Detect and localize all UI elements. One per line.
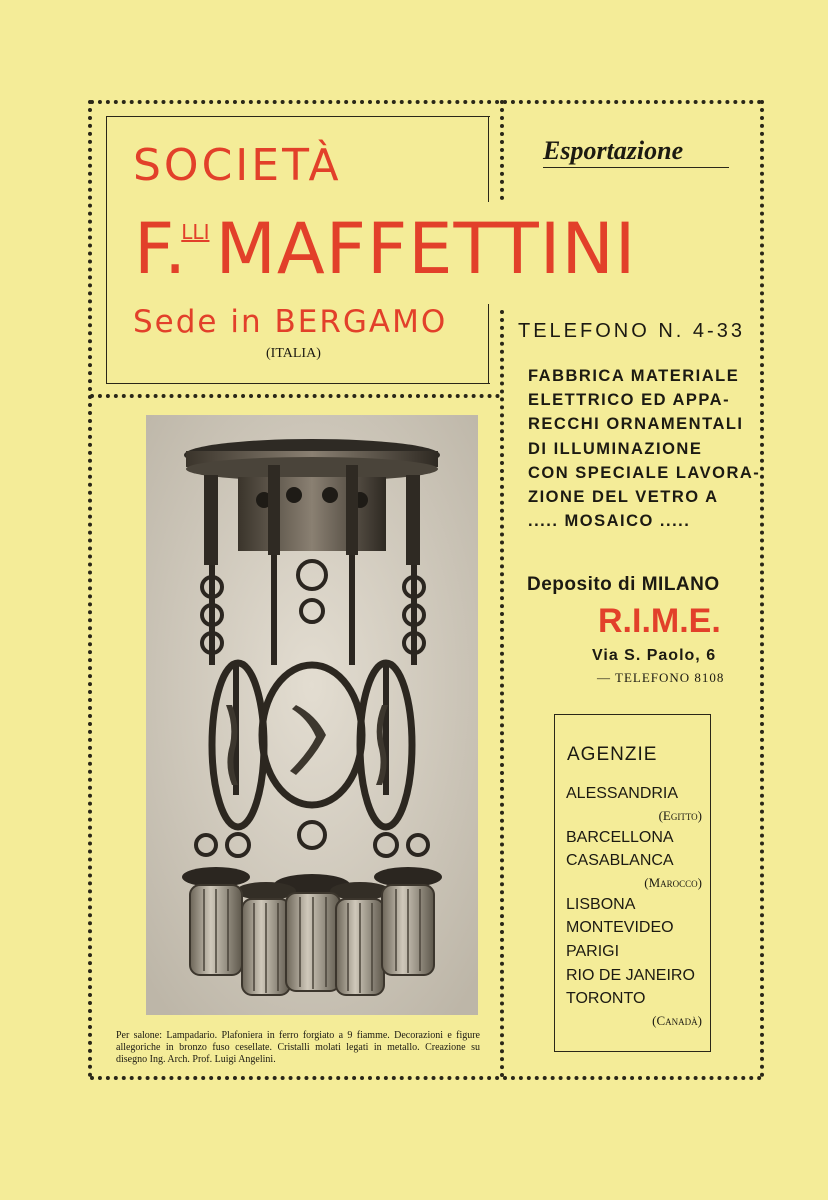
chandelier-illustration bbox=[146, 415, 478, 1015]
brand-prefix: F. bbox=[134, 208, 188, 290]
agency-city: MONTEVIDEO bbox=[566, 919, 674, 937]
agencies-box-left bbox=[554, 714, 555, 1052]
agency-note: (Marocco) bbox=[644, 874, 702, 890]
sede-label: Sede in BERGAMO bbox=[133, 304, 448, 340]
telephone-label: TELEFONO N. 4-33 bbox=[518, 320, 745, 342]
description-line: FABBRICA MATERIALE bbox=[528, 367, 740, 385]
country-label: (ITALIA) bbox=[266, 346, 321, 361]
description-line: CON SPECIALE LAVORA- bbox=[528, 463, 761, 482]
depot-name: R.I.M.E. bbox=[598, 602, 721, 640]
description-line: ELETTRICO ED APPA- bbox=[528, 391, 731, 410]
agencies-box-right bbox=[710, 714, 711, 1052]
title-box-left bbox=[106, 116, 107, 384]
title-box-right-upper bbox=[488, 116, 489, 202]
description-line: ..... MOSAICO ..... bbox=[528, 512, 691, 531]
title-box-right-lower bbox=[488, 304, 489, 384]
depot-heading: Deposito di MILANO bbox=[527, 574, 720, 595]
frame-bottom-border bbox=[90, 1076, 762, 1080]
frame-top-border bbox=[90, 100, 762, 104]
societa-label: SOCIETÀ bbox=[133, 140, 342, 191]
description-line: ZIONE DEL VETRO A bbox=[528, 488, 719, 507]
agency-city: CASABLANCA bbox=[566, 852, 674, 870]
agency-city: LISBONA bbox=[566, 895, 636, 913]
agency-city: TORONTO bbox=[566, 990, 646, 1008]
agency-city: ALESSANDRIA bbox=[566, 785, 679, 802]
agency-city: PARIGI bbox=[566, 942, 620, 960]
depot-address: Via S. Paolo, 6 bbox=[592, 647, 717, 664]
header-divider bbox=[500, 100, 504, 200]
frame-right-border bbox=[760, 100, 764, 1078]
agency-city: BARCELLONA bbox=[566, 828, 674, 846]
depot-telephone: — TELEFONO 8108 bbox=[597, 670, 725, 685]
chandelier-photo bbox=[146, 415, 478, 1015]
agencies-box-bottom bbox=[554, 1051, 711, 1052]
title-box-bottom bbox=[106, 383, 490, 384]
brand-title bbox=[134, 208, 637, 290]
agency-note: (Canadà) bbox=[652, 1012, 702, 1028]
export-label: Esportazione bbox=[543, 136, 684, 165]
brand-name: MAFFETTINI bbox=[215, 208, 637, 290]
frame-left-border bbox=[88, 100, 92, 1078]
brand-superscript: LLI bbox=[181, 220, 210, 244]
description-block bbox=[528, 364, 761, 533]
column-divider bbox=[500, 310, 504, 1078]
agency-list bbox=[566, 782, 702, 1031]
agencies-box-top bbox=[554, 714, 710, 715]
export-underline bbox=[543, 167, 729, 168]
agency-city: RIO DE JANEIRO bbox=[566, 966, 695, 984]
agencies-heading: AGENZIE bbox=[567, 744, 658, 765]
title-box-top bbox=[106, 116, 490, 117]
photo-caption: Per salone: Lampadario. Plafoniera in ferro forgiato a 9 fiamme. Decorazioni e figure allegoriche in bronzo fuso cesellate. Cristalli molati legati in metallo. Creazione su disegno Ing. Arch. Prof. Luigi Angelini. bbox=[116, 1030, 480, 1065]
description-line: RECCHI ORNAMENTALI bbox=[528, 415, 744, 434]
header-bottom-border bbox=[90, 394, 500, 398]
agency-note: (Egitto) bbox=[658, 807, 702, 823]
description-line: DI ILLUMINAZIONE bbox=[528, 439, 703, 458]
